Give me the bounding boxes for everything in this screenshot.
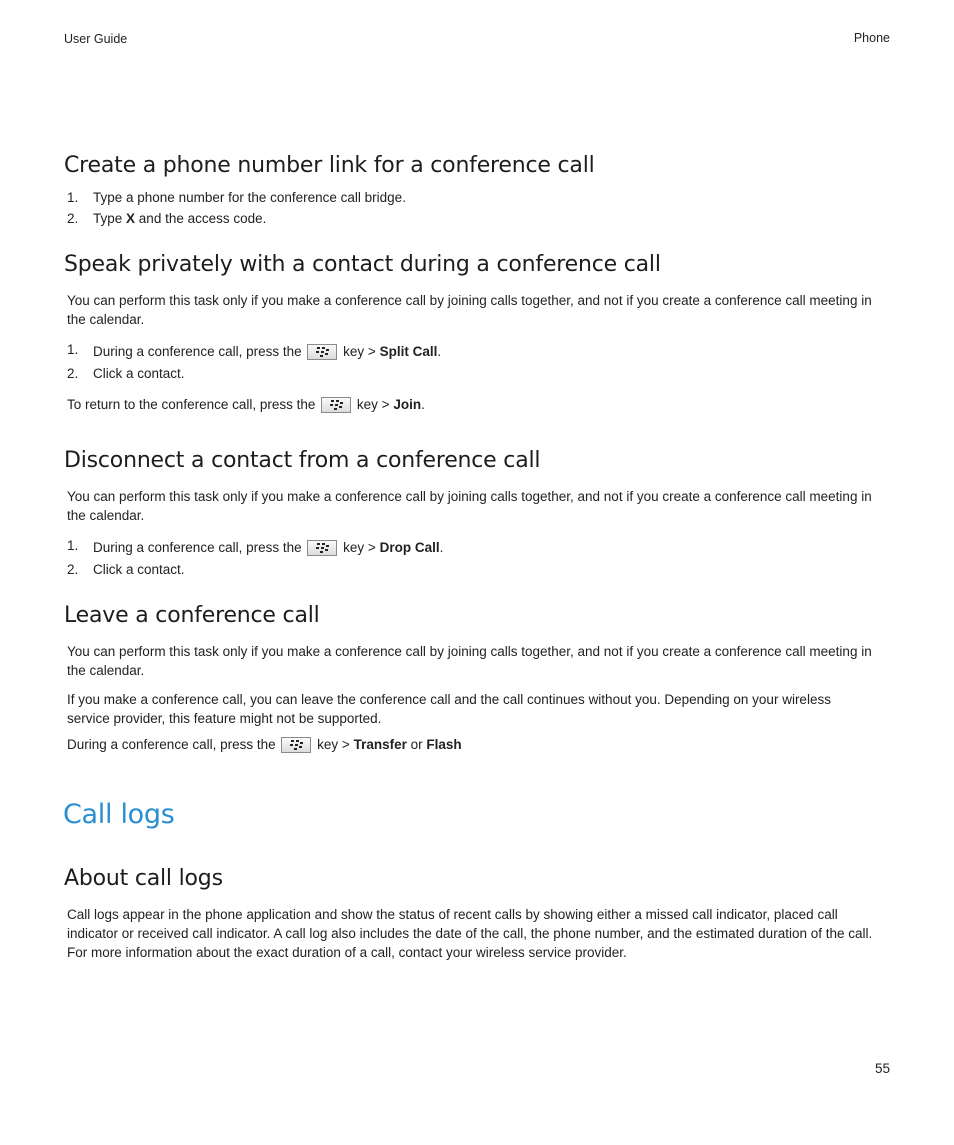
- intro-paragraph: You can perform this task only if you make a conference call by joining calls together, and not if you create a conference call meeting in the calendar.: [67, 293, 872, 327]
- step-text: Type a phone number for the conference call bridge.: [93, 190, 406, 205]
- step-text: During a conference call, press the key > Drop Call.: [93, 540, 444, 555]
- body-paragraph: If you make a conference call, you can leave the conference call and the call continues without you. Depending on your wireless service provider, this feature might not be supported.: [67, 692, 831, 726]
- step-number: 2.: [67, 562, 79, 577]
- step-text: Click a contact.: [93, 562, 185, 577]
- section-title-about-call-logs: About call logs: [64, 866, 223, 891]
- section-title-disconnect: Disconnect a contact from a conference call: [64, 448, 541, 473]
- step-text: Type X and the access code.: [93, 211, 267, 226]
- leave-action: During a conference call, press the key > Transfer or Flash: [67, 737, 462, 752]
- section-title-leave: Leave a conference call: [64, 603, 320, 628]
- header-right: Phone: [853, 31, 890, 45]
- step-number: 1.: [67, 538, 79, 553]
- step-number: 1.: [67, 342, 79, 357]
- step-number: 2.: [67, 366, 79, 381]
- step-text: During a conference call, press the key > Split Call.: [93, 344, 442, 359]
- page-number: 55: [874, 1061, 890, 1076]
- chapter-title: Call logs: [63, 799, 175, 830]
- return-note: To return to the conference call, press the key > Join.: [67, 397, 425, 412]
- menu-key-icon: [321, 397, 351, 413]
- step-text: Click a contact.: [93, 366, 185, 381]
- header-left: User Guide: [64, 32, 128, 46]
- menu-key-icon: [307, 344, 337, 360]
- menu-key-icon: [281, 737, 311, 753]
- intro-paragraph: You can perform this task only if you make a conference call by joining calls together, and not if you create a conference call meeting in the calendar.: [67, 489, 872, 523]
- intro-paragraph: You can perform this task only if you make a conference call by joining calls together, and not if you create a conference call meeting in the calendar.: [67, 644, 872, 678]
- section-title-create-link: Create a phone number link for a conference call: [64, 153, 595, 178]
- step-number: 2.: [67, 211, 79, 226]
- step-number: 1.: [67, 190, 79, 205]
- section-title-speak-privately: Speak privately with a contact during a conference call: [64, 252, 661, 277]
- menu-key-icon: [307, 540, 337, 556]
- body-paragraph: Call logs appear in the phone application and show the status of recent calls by showing either a missed call indicator, placed call indicator or received call indicator. A call log also includes the date of the call, the phone number, and the estimated duration of the call. For more information about the exact duration of a call, contact your wireless service provider.: [67, 907, 873, 960]
